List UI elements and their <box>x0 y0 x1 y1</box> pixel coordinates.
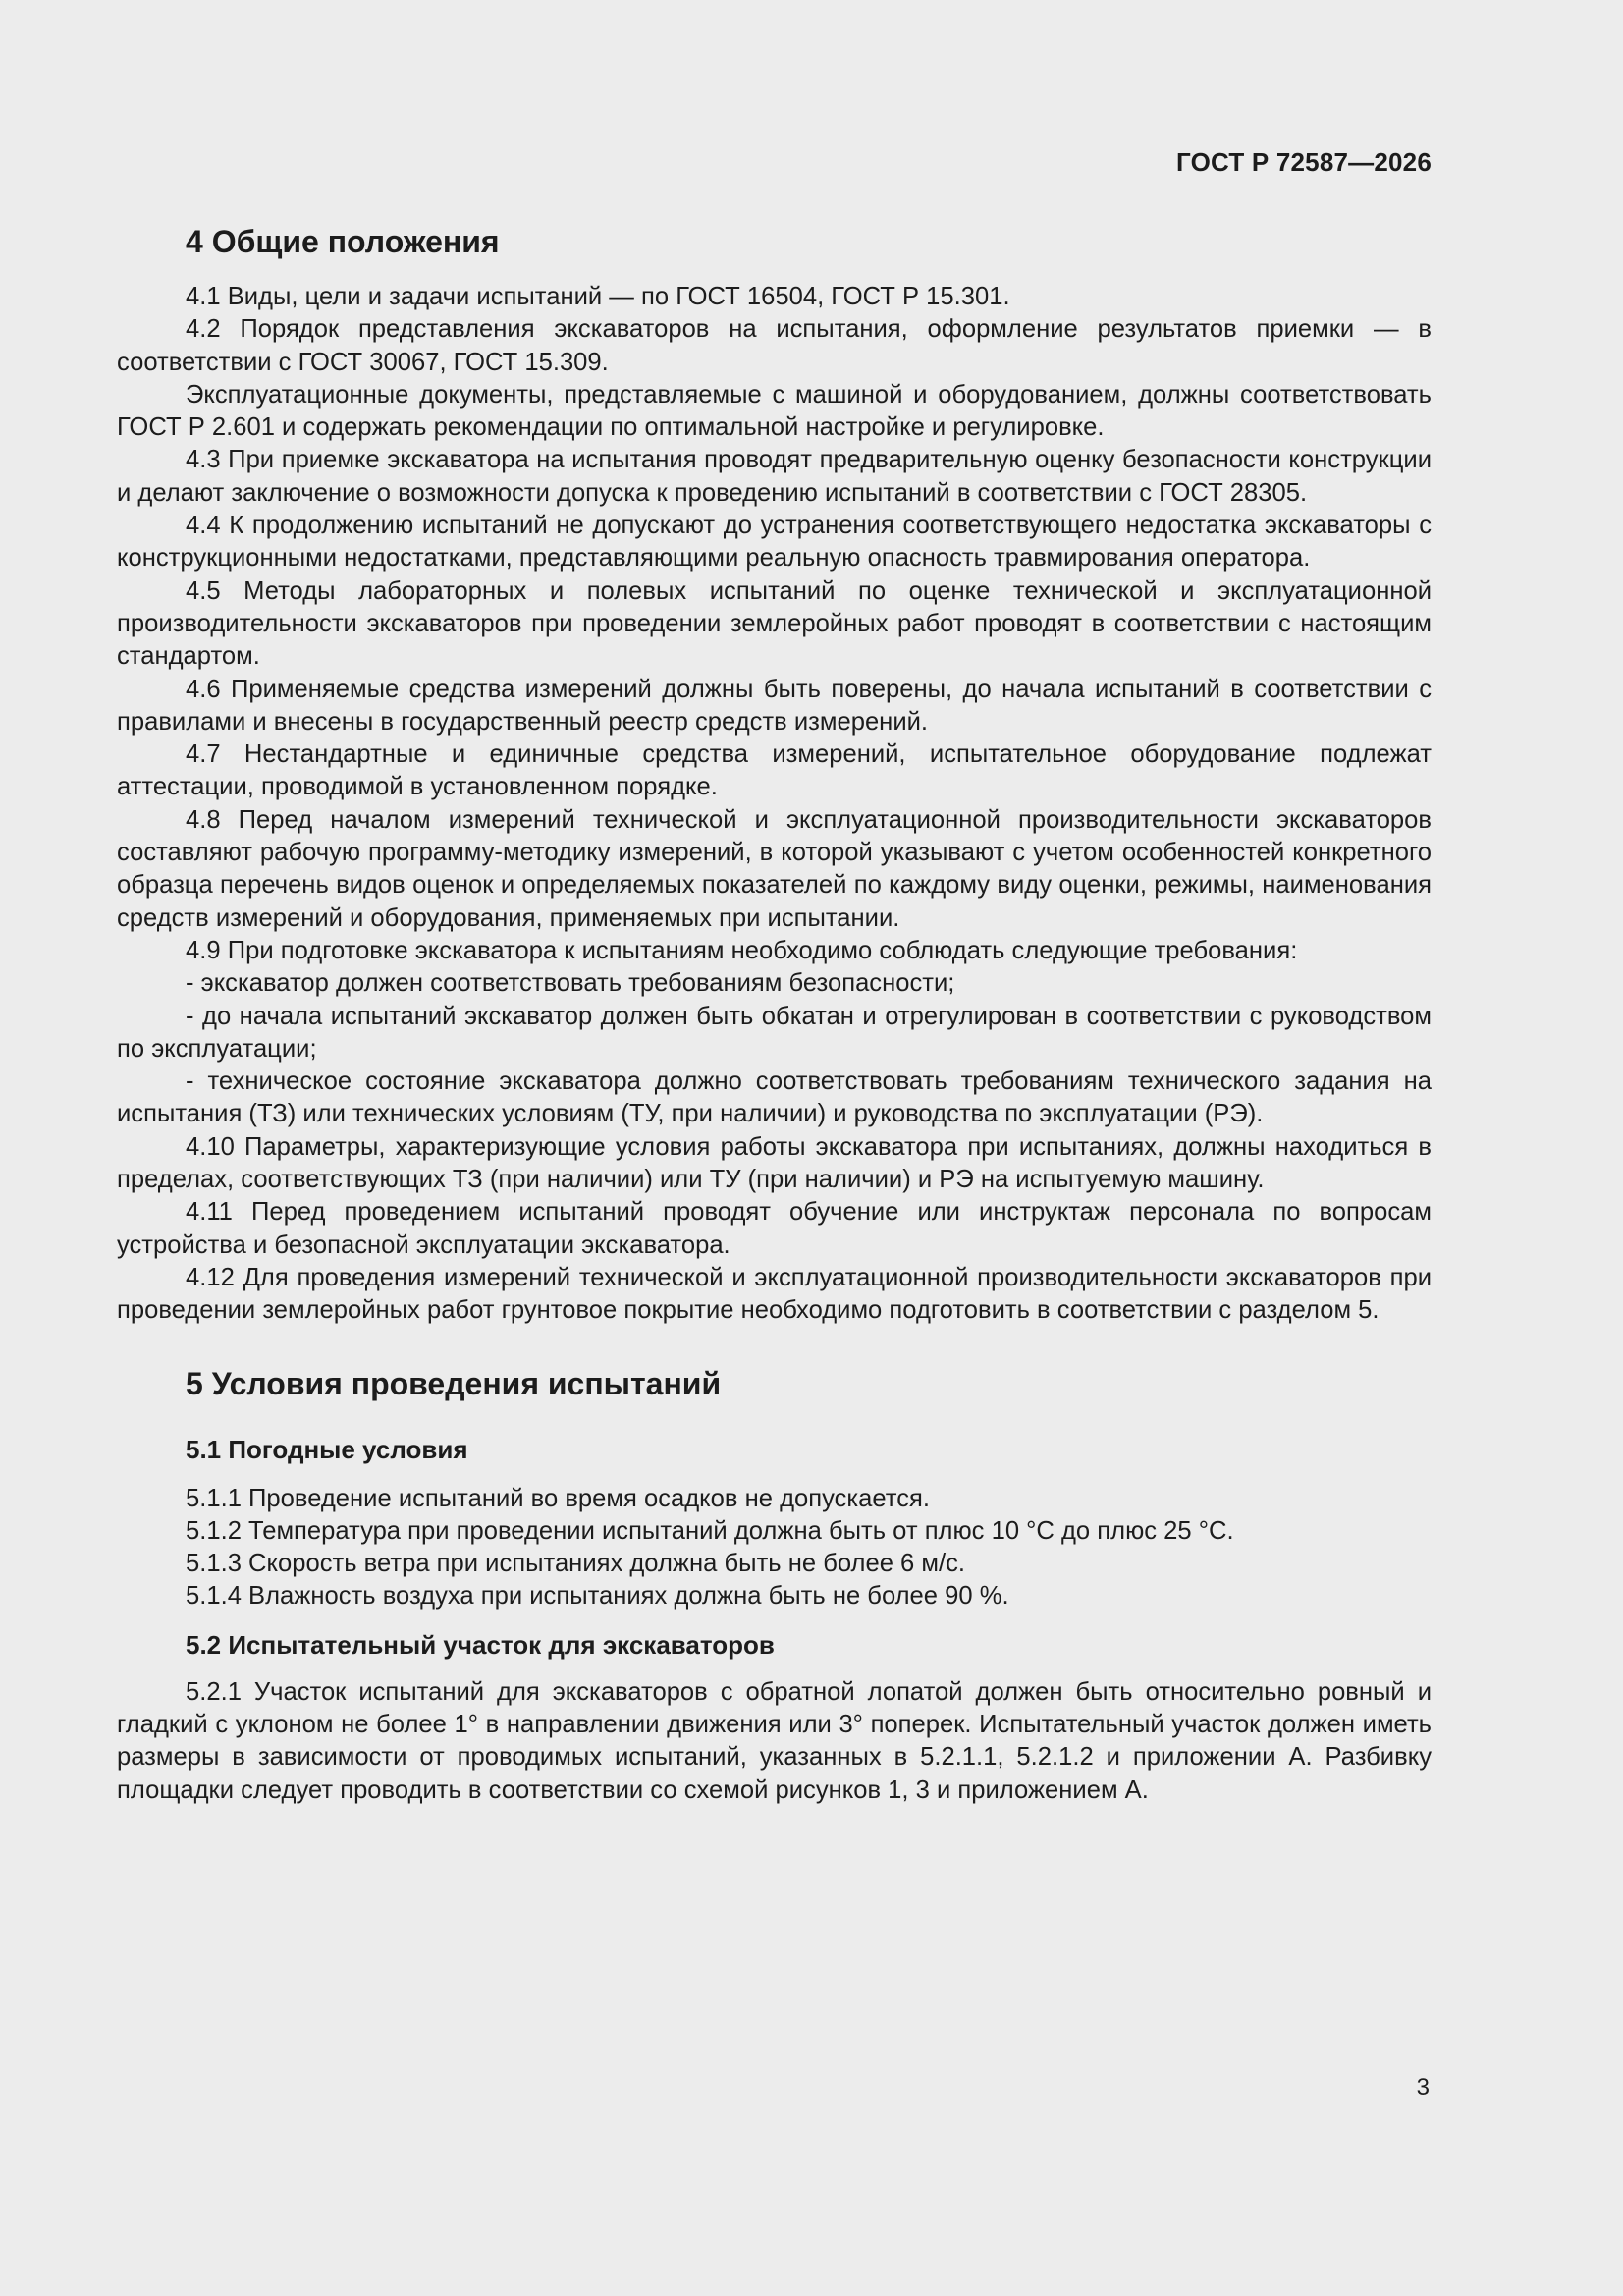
paragraph-4-1: 4.1 Виды, цели и задачи испытаний — по ГОСТ 16504, ГОСТ Р 15.301. <box>186 283 1010 310</box>
paragraph-5-1-2: 5.1.2 Температура при проведении испытаний должна быть от плюс 10 °С до плюс 25 °С. <box>186 1516 1234 1545</box>
paragraph-4-4: 4.4 К продолжению испытаний не допускают до устранения соответствующего недостатка экскаваторы с конструкционными недостатками, представляющими реальную опасность травмирования оператора. <box>117 512 1432 573</box>
paragraph-5-1-3: 5.1.3 Скорость ветра при испытаниях должна быть не более 6 м/с. <box>186 1550 966 1578</box>
paragraph-5-1-1: 5.1.1 Проведение испытаний во время осадков не допускается. <box>186 1484 930 1512</box>
paragraph-4-6: 4.6 Применяемые средства измерений должны быть поверены, до начала испытаний в соответствии с правилами и внесены в государственный реестр средств измерений. <box>117 675 1432 736</box>
document-code: ГОСТ Р 72587—2026 <box>1176 147 1432 177</box>
paragraph-4-9: 4.9 При подготовке экскаватора к испытаниям необходимо соблюдать следующие требования: <box>186 936 1298 964</box>
page-content <box>117 222 1432 1807</box>
list-item-4-9-c: - техническое состояние экскаватора должно соответствовать требованиям технического задания на испытания (ТЗ) или технических условиям (ТУ, при наличии) и руководства по эксплуатации (РЭ). <box>117 1067 1432 1128</box>
paragraph-4-5: 4.5 Методы лабораторных и полевых испытаний по оценке технической и эксплуатационной производительности экскаваторов при проведении землеройных работ проводят в соответствии с настоящим стандартом. <box>117 576 1432 671</box>
section-5-title: 5 Условия проведения испытаний <box>186 1365 722 1401</box>
paragraph-4-2: 4.2 Порядок представления экскаваторов на испытания, оформление результатов приемки — в соответствии с ГОСТ 30067, ГОСТ 15.309. <box>117 315 1432 376</box>
paragraph-5-1-4: 5.1.4 Влажность воздуха при испытаниях должна быть не более 90 %. <box>186 1582 1009 1611</box>
paragraph-4-2-cont: Эксплуатационные документы, представляемые с машиной и оборудованием, должны соответствовать ГОСТ Р 2.601 и содержать рекомендации по оптимальной настройке и регулировке. <box>117 380 1432 442</box>
paragraph-4-3: 4.3 При приемке экскаватора на испытания проводят предварительную оценку безопасности конструкции и делают заключение о возможности допуска к проведению испытаний в соответствии с ГОСТ 28305. <box>117 446 1432 507</box>
page-number: 3 <box>1416 2074 1430 2101</box>
paragraph-4-8: 4.8 Перед началом измерений технической и эксплуатационной производительности экскаваторов составляют рабочую программу-методику измерений, в которой указывают с учетом особенностей конкретного образца перечень видов оценок и определяемых показателей по каждому виду оценки, режимы, наименования средств измерений и оборудования, применяемых при испытании. <box>117 805 1432 932</box>
paragraph-5-2-1: 5.2.1 Участок испытаний для экскаваторов с обратной лопатой должен быть относительно ровный и гладкий с уклоном не более 1° в направлении движения или 3° поперек. Испытательный участок должен иметь размеры в зависимости от проводимых испытаний, указанных в 5.2.1.1, 5.2.1.2 и приложении А. Разбивку площадки следует проводить в соответствии со схемой рисунков 1, 3 и приложением А. <box>117 1677 1432 1804</box>
paragraph-4-12: 4.12 Для проведения измерений технической и эксплуатационной производительности экскаваторов при проведении землеройных работ грунтовое покрытие необходимо подготовить в соответствии с разделом 5. <box>117 1263 1432 1325</box>
paragraph-4-11: 4.11 Перед проведением испытаний проводят обучение или инструктаж персонала по вопросам устройства и безопасной эксплуатации экскаватора. <box>117 1198 1432 1259</box>
list-item-4-9-a: - экскаватор должен соответствовать требованиям безопасности; <box>186 969 955 998</box>
paragraph-4-7: 4.7 Нестандартные и единичные средства измерений, испытательное оборудование подлежат аттестации, проводимой в установленном порядке. <box>117 740 1432 801</box>
subsection-5-2-title: 5.2 Испытательный участок для экскаваторов <box>186 1629 775 1660</box>
section-4-title: 4 Общие положения <box>186 224 500 259</box>
paragraph-4-10: 4.10 Параметры, характеризующие условия работы экскаватора при испытаниях, должны находиться в пределах, соответствующих ТЗ (при наличии) или ТУ (при наличии) и РЭ на испытуемую машину. <box>117 1132 1432 1194</box>
list-item-4-9-b: - до начала испытаний экскаватор должен быть обкатан и отрегулирован в соответствии с руководством по эксплуатации; <box>117 1002 1432 1063</box>
subsection-5-1-title: 5.1 Погодные условия <box>186 1434 468 1464</box>
